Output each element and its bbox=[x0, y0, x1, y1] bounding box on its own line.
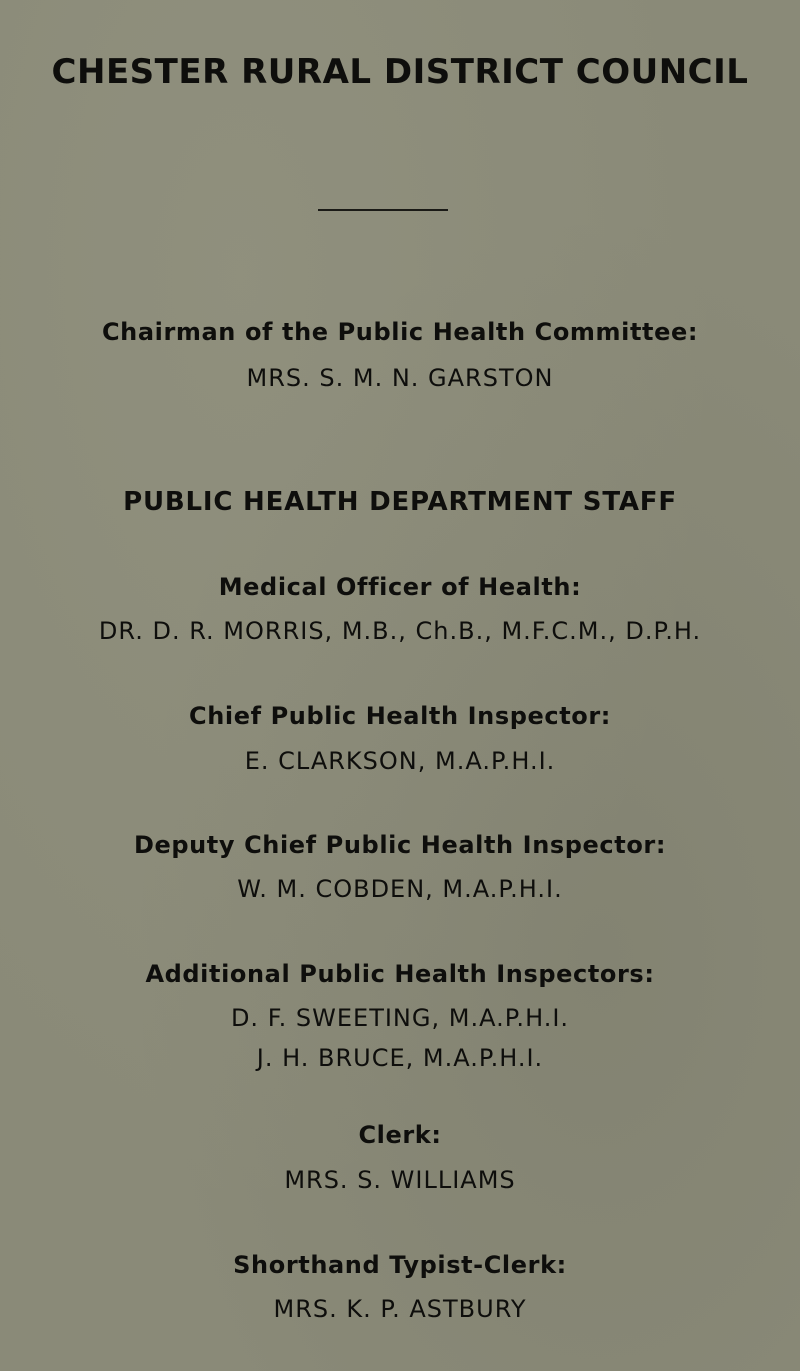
typist-clerk-name: MRS. K. P. ASTBURY bbox=[273, 1295, 527, 1323]
medical-officer-role: Medical Officer of Health: bbox=[218, 573, 582, 601]
typist-clerk-role: Shorthand Typist-Clerk: bbox=[233, 1251, 567, 1279]
chief-inspector-name: E. CLARKSON, M.A.P.H.I. bbox=[244, 747, 556, 775]
deputy-inspector-name: W. M. COBDEN, M.A.P.H.I. bbox=[237, 875, 563, 903]
additional-inspector-name: D. F. SWEETING, M.A.P.H.I. bbox=[230, 1004, 570, 1032]
title-divider bbox=[318, 209, 448, 211]
additional-inspectors-role: Additional Public Health Inspectors: bbox=[145, 960, 655, 988]
chief-inspector-role: Chief Public Health Inspector: bbox=[189, 702, 611, 730]
department-heading: PUBLIC HEALTH DEPARTMENT STAFF bbox=[123, 487, 677, 517]
additional-inspector-name: J. H. BRUCE, M.A.P.H.I. bbox=[256, 1044, 544, 1072]
council-title: CHESTER RURAL DISTRICT COUNCIL bbox=[51, 52, 749, 92]
deputy-inspector-role: Deputy Chief Public Health Inspector: bbox=[133, 831, 667, 859]
clerk-role: Clerk: bbox=[358, 1121, 442, 1149]
clerk-name: MRS. S. WILLIAMS bbox=[284, 1166, 516, 1194]
medical-officer-name: DR. D. R. MORRIS, M.B., Ch.B., M.F.C.M., D.P.H. bbox=[98, 617, 702, 645]
chairman-name: MRS. S. M. N. GARSTON bbox=[246, 364, 554, 392]
chairman-role: Chairman of the Public Health Committee: bbox=[101, 318, 699, 346]
